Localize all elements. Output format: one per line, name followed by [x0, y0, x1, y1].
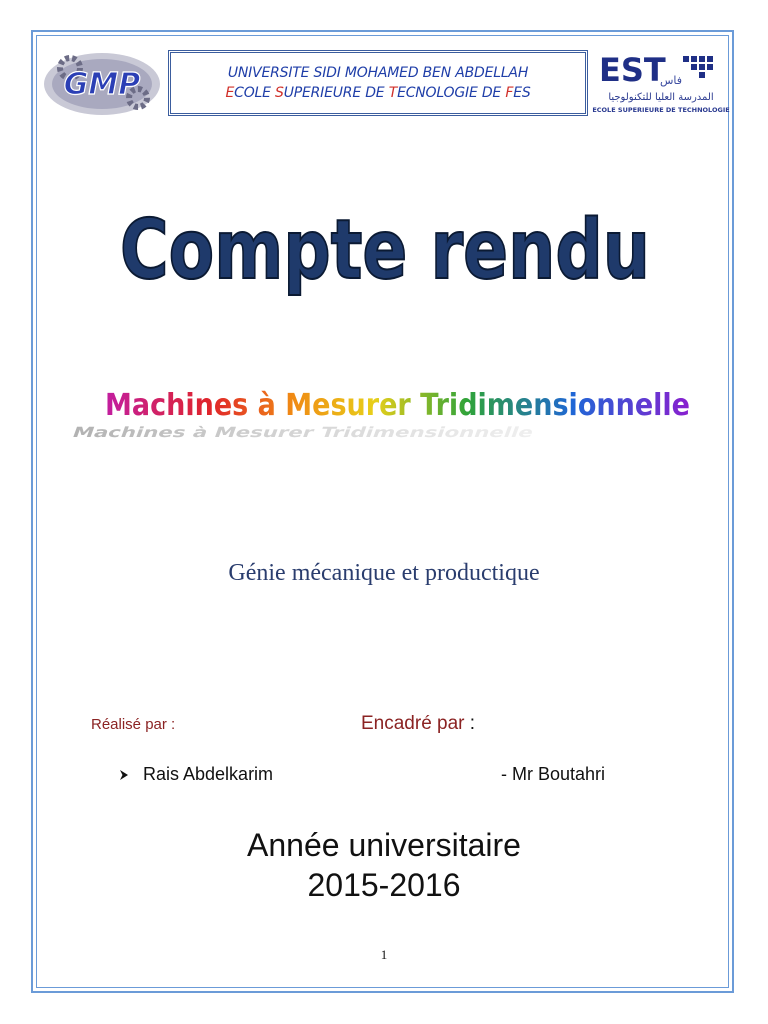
school-name — [225, 83, 530, 103]
encadre-par-colon: : — [469, 713, 476, 734]
est-logo-text: EST — [599, 51, 666, 89]
report-subtitle-reflection: Machines à Mesurer Tridimensionnelle — [70, 425, 379, 441]
est-logo — [592, 48, 730, 120]
est-logo-caption: ECOLE SUPERIEURE DE TECHNOLOGIE — [592, 106, 730, 114]
report-title-text: Compte rendu — [120, 203, 650, 298]
school-name-part: ECNOLOGIE DE — [397, 85, 506, 101]
gmp-logo-text: GMP — [63, 67, 141, 102]
school-name-part: ES — [513, 85, 531, 101]
page-number: 1 — [380, 947, 388, 962]
arrow-bullet-icon — [118, 769, 130, 781]
school-name-initial: F — [505, 85, 514, 101]
realise-par-label: Réalisé par : — [91, 716, 176, 733]
academic-year-value: 2015-2016 — [307, 867, 461, 903]
university-header-box — [168, 50, 588, 116]
field-of-study: Génie mécanique et productique — [228, 560, 540, 586]
est-logo-arabic-city: فاس — [659, 74, 683, 87]
report-subtitle — [60, 375, 720, 465]
report-subtitle-text: Machines à Mesurer Tridimensionnelle — [105, 388, 690, 423]
est-logo-arabic: المدرسة العليا للتكنولوجيا — [608, 92, 714, 103]
encadre-par-text: Encadré par — [361, 713, 465, 734]
school-name-initial: S — [275, 85, 284, 101]
encadre-par-label — [361, 713, 475, 735]
report-title — [100, 190, 670, 305]
academic-year-label: Année universitaire — [247, 827, 521, 863]
school-name-initial: E — [225, 85, 235, 101]
university-name: UNIVERSITE SIDI MOHAMED BEN ABDELLAH — [227, 65, 529, 81]
student-name: Rais Abdelkarim — [143, 764, 274, 784]
supervisor-name: - Mr Boutahri — [501, 764, 606, 784]
gmp-logo — [40, 46, 162, 118]
school-name-part: UPERIEURE DE — [283, 85, 389, 101]
school-name-initial: T — [388, 85, 398, 101]
school-name-part: COLE — [234, 85, 276, 101]
